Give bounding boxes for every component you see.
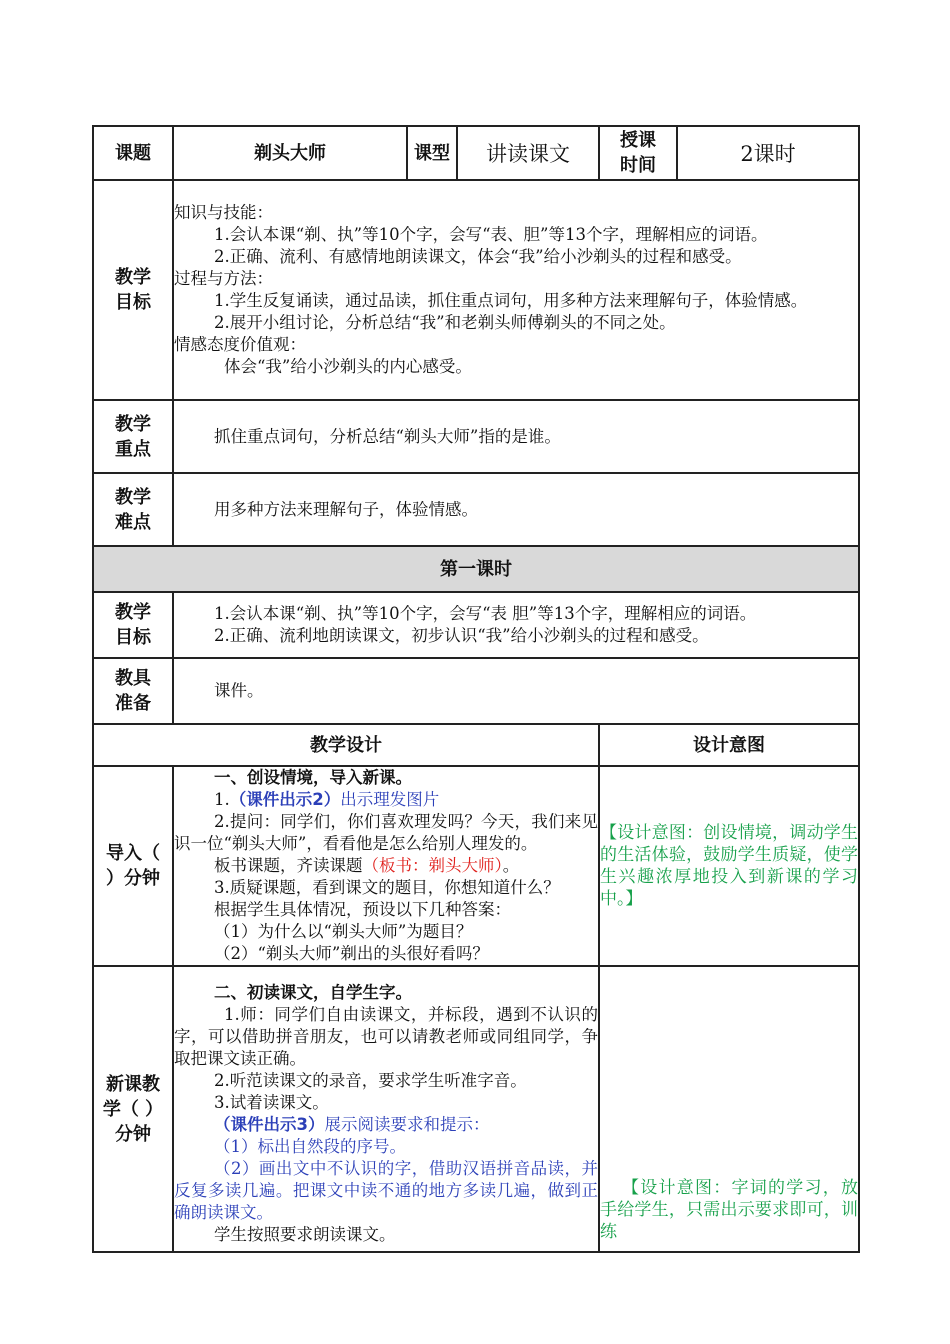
section-title: 第一课时 (93, 546, 859, 592)
period-goals-content (173, 592, 859, 658)
focus-label: 教学重点 (93, 400, 173, 473)
topic-label: 课题 (93, 126, 173, 180)
tools-content (173, 658, 859, 724)
focus-content (173, 400, 859, 473)
topic-value: 剃头大师 (173, 126, 407, 180)
newlesson-last: 学生按照要求朗读课文。 (214, 1225, 396, 1244)
section-row (93, 546, 859, 592)
newlesson-heading: 二、初读课文，自学生字。 (214, 983, 412, 1002)
design-header-row (93, 724, 859, 766)
goals-label: 教学目标 (93, 180, 173, 400)
goals-line: 体会“我”给小沙剃头的内心感受。 (224, 357, 472, 376)
period-goals-line: 2.正确、流利地朗读课文，初步认识“我”给小沙剃头的过程和感受。 (214, 626, 709, 645)
design-header-right: 设计意图 (599, 724, 859, 766)
focus-row (93, 400, 859, 473)
intro-answer: （2）“剃头大师”剃出的头很好看吗？ (214, 944, 489, 963)
header-row (93, 126, 859, 180)
intro-label: 导入（ ）分钟 (93, 766, 173, 966)
intro-board (174, 855, 598, 877)
goals-line: 1.学生反复诵读，通过品读，抓住重点词句，用多种方法来理解句子，体验情感。 (214, 291, 808, 310)
newlesson-item2: 2.听范读课文的录音，要求学生听准字音。 (214, 1071, 527, 1090)
focus-text: 抓住重点词句，分析总结“剃头大师”指的是谁。 (214, 426, 561, 446)
newlesson-row (93, 966, 859, 1252)
period-goals-label: 教学目标 (93, 592, 173, 658)
intro-item1-text: 出示理发图片 (340, 790, 440, 809)
difficulty-label: 教学难点 (93, 473, 173, 546)
lesson-plan-table (92, 125, 860, 1253)
goals-line: 过程与方法： (174, 269, 273, 288)
goals-content (173, 180, 859, 400)
goals-line: 2.展开小组讨论，分析总结“我”和老剃头师傅剃头的不同之处。 (214, 313, 676, 332)
intro-item2: 2.提问：同学们，你们喜欢理发吗？今天，我们来见识一位“剃头大师”，看看他是怎么给别人理发的。 (174, 812, 598, 853)
newlesson-label: 新课教学（ ）分钟 (93, 966, 173, 1252)
board-tag: （板书：剃头大师） (362, 856, 503, 875)
courseware-text: 展示阅读要求和提示： (324, 1115, 490, 1134)
intro-intent: 【设计意图：创设情境，调动学生的生活体验，鼓励学生质疑，使学生兴趣浓厚地投入到新课的学习中。】 (599, 766, 859, 966)
goals-row (93, 180, 859, 400)
tools-label: 教具准备 (93, 658, 173, 724)
intro-preset: 根据学生具体情况，预设以下几种答案： (214, 900, 511, 919)
design-header-left: 教学设计 (93, 724, 599, 766)
newlesson-intent (599, 966, 859, 1252)
intro-answer: （1）为什么以“剃头大师”为题目？ (214, 922, 473, 941)
goals-line: 情感态度价值观： (174, 335, 306, 354)
board-suffix: 。 (502, 856, 520, 875)
type-label: 课型 (407, 126, 457, 180)
newlesson-item1: 1.师：同学们自由读课文，并标段，遇到不认识的字，可以借助拼音朋友，也可以请教老师或同组同学，争取把课文读正确。 (174, 1005, 598, 1068)
type-value: 讲读课文 (457, 126, 599, 180)
courseware-tag: （课件出示3） (214, 1115, 325, 1134)
goals-line: 2.正确、流利、有感情地朗读课文，体会“我”给小沙剃头的过程和感受。 (214, 247, 742, 266)
newlesson-item3: 3.试着读课文。 (214, 1093, 329, 1112)
intro-content (173, 766, 599, 966)
period-goals-line: 1.会认本课“剃、执”等10个字，会写“表 胆”等13个字，理解相应的词语。 (214, 604, 757, 623)
period-goals-row (93, 592, 859, 658)
intro-heading: 一、创设情境，导入新课。 (214, 768, 412, 787)
difficulty-row (93, 473, 859, 546)
newlesson-content (173, 966, 599, 1252)
newlesson-req: （2）画出文中不认识的字，借助汉语拼音品读，并反复多读几遍。把课文中读不通的地方多读几遍，做到正确朗读课文。 (174, 1159, 598, 1222)
courseware-tag: （课件出示2） (229, 790, 341, 809)
time-label: 授课时间 (599, 126, 677, 180)
intro-item1-num: 1. (214, 790, 230, 809)
newlesson-intent-text: 【设计意图：字词的学习，放手给学生，只需出示要求即可，训练 (600, 1178, 858, 1242)
board-prefix: 板书课题，齐读课题 (214, 856, 363, 875)
intro-item3: 3.质疑课题，看到课文的题目，你想知道什么？ (214, 878, 560, 897)
newlesson-req: （1）标出自然段的序号。 (214, 1137, 406, 1156)
tools-text: 课件。 (214, 681, 264, 700)
intro-row (93, 766, 859, 966)
difficulty-text: 用多种方法来理解句子，体验情感。 (214, 499, 478, 519)
tools-row (93, 658, 859, 724)
goals-line: 1.会认本课“剃、执”等10个字，会写“表、胆”等13个字，理解相应的词语。 (214, 225, 768, 244)
intro-item1 (174, 789, 598, 811)
newlesson-courseware (174, 1114, 598, 1136)
time-value: 2课时 (677, 126, 859, 180)
difficulty-content (173, 473, 859, 546)
goals-line: 知识与技能： (174, 203, 273, 222)
